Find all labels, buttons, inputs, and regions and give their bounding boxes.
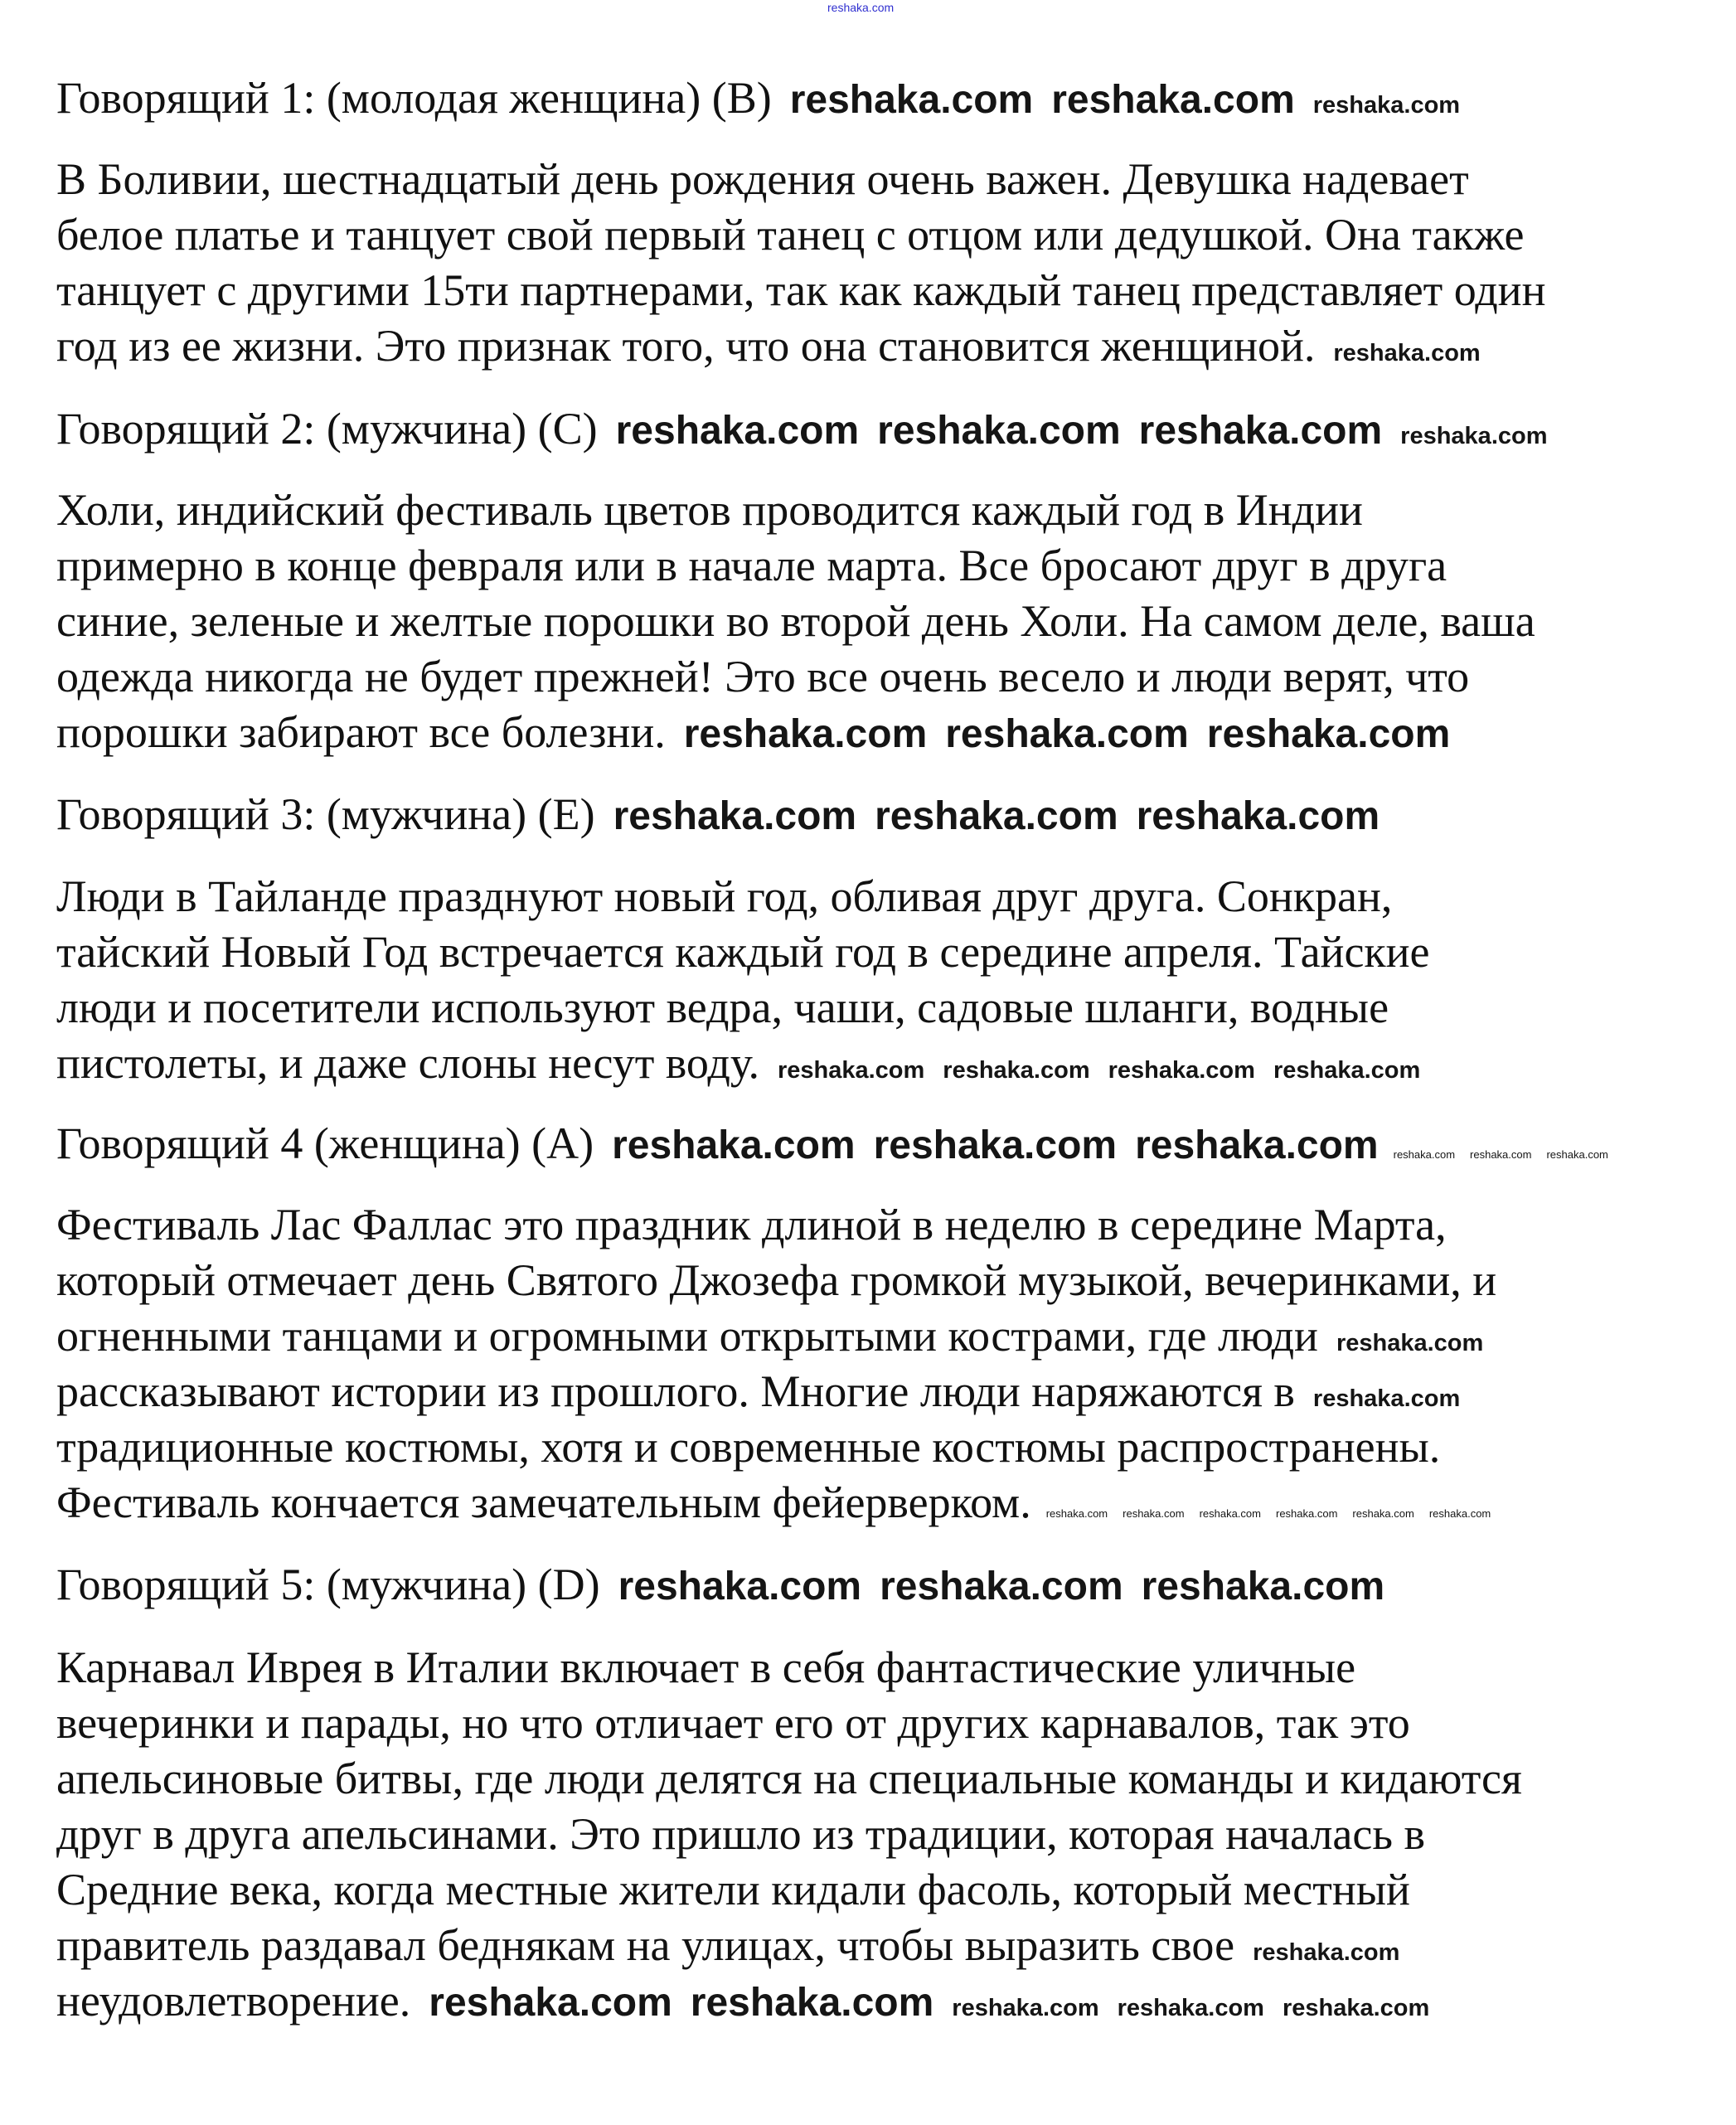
watermark: reshaka.com <box>1051 78 1295 122</box>
watermark: reshaka.com <box>1108 1057 1255 1084</box>
watermark: reshaka.com <box>1135 1123 1379 1167</box>
watermark: reshaka.com <box>789 78 1034 122</box>
line-text: который отмечает день Святого Джозефа громкой музыкой, вечеринками, и <box>56 1255 1497 1305</box>
watermark: reshaka.com <box>683 712 928 756</box>
line-text: тайский Новый Год встречается каждый год в середине апреля. Тайские <box>56 927 1430 977</box>
line-text: Карнавал Иврея в Италии включает в себя фантастические уличные <box>56 1642 1356 1692</box>
line-text: Люди в Тайланде празднуют новый год, обливая друг друга. Сонкран, <box>56 871 1393 921</box>
watermark: reshaka.com <box>1393 1148 1456 1161</box>
text-line <box>56 980 1731 1036</box>
heading-text: Говорящий 5: (мужчина) (D) <box>56 1560 600 1609</box>
speaker-2-heading <box>56 401 1731 457</box>
speaker-5-text <box>56 1640 1731 2029</box>
watermark: reshaka.com <box>690 1981 934 2025</box>
text-line <box>56 1640 1731 1696</box>
watermark: reshaka.com <box>618 1565 862 1608</box>
line-text: друг в друга апельсинами. Это пришло из традиции, которая началась в <box>56 1809 1425 1859</box>
text-line <box>56 1197 1731 1253</box>
speaker-4-heading <box>56 1116 1731 1172</box>
text-line <box>56 594 1731 649</box>
line-text: Средние века, когда местные жители кидали фасоль, который местный <box>56 1865 1410 1914</box>
watermark: reshaka.com <box>615 409 860 453</box>
watermark: reshaka.com <box>1141 1565 1385 1608</box>
heading-text: Говорящий 1: (молодая женщина) (B) <box>56 73 772 123</box>
line-text: белое платье и танцует свой первый танец с отцом или дедушкой. Она также <box>56 210 1525 260</box>
watermark: reshaka.com <box>877 409 1121 453</box>
line-text: В Боливии, шестнадцатый день рождения очень важен. Девушка надевает <box>56 154 1469 204</box>
text-line <box>56 1475 1731 1531</box>
speaker-4-text <box>56 1197 1731 1531</box>
watermark: reshaka.com <box>1312 92 1461 119</box>
speaker-3-heading <box>56 787 1731 842</box>
line-text: рассказывают истории из прошлого. Многие люди наряжаются в <box>56 1366 1295 1416</box>
watermark: reshaka.com <box>1138 409 1383 453</box>
watermark: reshaka.com <box>612 1123 856 1167</box>
line-text: год из ее жизни. Это признак того, что она становится женщиной. <box>56 321 1316 371</box>
text-line <box>56 1696 1731 1751</box>
text-line <box>56 1973 1731 2029</box>
line-text: синие, зеленые и желтые порошки во второй день Холи. На самом деле, ваша <box>56 596 1535 646</box>
speaker-2-text <box>56 483 1731 760</box>
watermark: reshaka.com <box>1253 1939 1400 1966</box>
watermark: reshaka.com <box>429 1981 672 2025</box>
line-text: апельсиновые битвы, где люди делятся на специальные команды и кидаются <box>56 1754 1522 1803</box>
text-line <box>56 924 1731 980</box>
watermark: reshaka.com <box>1312 1385 1461 1412</box>
watermark: reshaka.com <box>1199 1507 1261 1520</box>
text-line <box>56 318 1731 374</box>
watermark: reshaka.com <box>1546 1148 1608 1161</box>
line-text: пистолеты, и даже слоны несут воду. <box>56 1038 759 1088</box>
text-line <box>56 1751 1731 1807</box>
text-line <box>56 1036 1731 1091</box>
line-text: огненными танцами и огромными открытыми кострами, где люди <box>56 1311 1318 1361</box>
line-text: Фестиваль Лас Фаллас это праздник длиной в неделю в середине Марта, <box>56 1200 1447 1249</box>
watermark: reshaka.com <box>1136 794 1380 838</box>
watermark: reshaka.com <box>1470 1148 1532 1161</box>
text-line <box>56 649 1731 705</box>
speaker-3-text <box>56 869 1731 1091</box>
watermark: reshaka.com <box>880 1565 1123 1608</box>
watermark: reshaka.com <box>873 1123 1118 1167</box>
speaker-5-heading <box>56 1557 1731 1613</box>
watermark: reshaka.com <box>952 1995 1099 2021</box>
text-line <box>56 1419 1731 1475</box>
watermark: reshaka.com <box>875 794 1118 838</box>
text-line <box>56 1807 1731 1862</box>
line-text: вечеринки и парады, но что отличает его от других карнавалов, так это <box>56 1698 1410 1748</box>
line-text: танцует с другими 15ти партнерами, так как каждый танец представляет один <box>56 265 1546 315</box>
watermark: reshaka.com <box>1282 1995 1430 2021</box>
watermark: reshaka.com <box>777 1057 925 1084</box>
watermark: reshaka.com <box>943 1057 1090 1084</box>
watermark: reshaka.com <box>1352 1507 1414 1520</box>
text-line <box>56 1364 1731 1419</box>
text-line <box>56 705 1731 760</box>
line-text: порошки забирают все болезни. <box>56 707 666 757</box>
watermark: reshaka.com <box>613 794 857 838</box>
watermark: reshaka.com <box>1123 1507 1185 1520</box>
speaker-1-heading <box>56 70 1731 126</box>
text-line <box>56 1918 1731 1973</box>
watermark: reshaka.com <box>1117 1995 1264 2021</box>
heading-text: Говорящий 4 (женщина) (A) <box>56 1118 594 1168</box>
heading-text: Говорящий 3: (мужчина) (E) <box>56 789 595 839</box>
text-line <box>56 1308 1731 1364</box>
watermark: reshaka.com <box>1400 423 1548 449</box>
watermark: reshaka.com <box>1045 1507 1108 1520</box>
line-text: Холи, индийский фестиваль цветов проводится каждый год в Индии <box>56 485 1363 535</box>
line-text: неудовлетворение. <box>56 1976 411 2026</box>
header-watermark: reshaka.com <box>827 1 895 14</box>
line-text: Фестиваль кончается замечательным фейерверком. <box>56 1477 1031 1527</box>
text-line <box>56 152 1731 207</box>
text-line <box>56 1862 1731 1918</box>
watermark: reshaka.com <box>945 712 1189 756</box>
watermark: reshaka.com <box>1275 1507 1338 1520</box>
text-line <box>56 1253 1731 1308</box>
text-line <box>56 869 1731 924</box>
text-line <box>56 263 1731 318</box>
heading-text: Говорящий 2: (мужчина) (C) <box>56 404 598 454</box>
text-line <box>56 207 1731 263</box>
watermark: reshaka.com <box>1428 1507 1491 1520</box>
watermark: reshaka.com <box>1273 1057 1421 1084</box>
watermark: reshaka.com <box>1333 340 1481 366</box>
line-text: традиционные костюмы, хотя и современные костюмы распространены. <box>56 1422 1441 1472</box>
watermark: reshaka.com <box>1206 712 1451 756</box>
text-line <box>56 538 1731 594</box>
text-line <box>56 483 1731 538</box>
line-text: примерно в конце февраля или в начале марта. Все бросают друг в друга <box>56 541 1447 590</box>
watermark: reshaka.com <box>1336 1330 1484 1356</box>
line-text: одежда никогда не будет прежней! Это все очень весело и люди верят, что <box>56 652 1470 701</box>
speaker-1-text <box>56 152 1731 374</box>
line-text: люди и посетители используют ведра, чаши, садовые шланги, водные <box>56 982 1389 1032</box>
line-text: правитель раздавал беднякам на улицах, чтобы выразить свое <box>56 1920 1235 1970</box>
